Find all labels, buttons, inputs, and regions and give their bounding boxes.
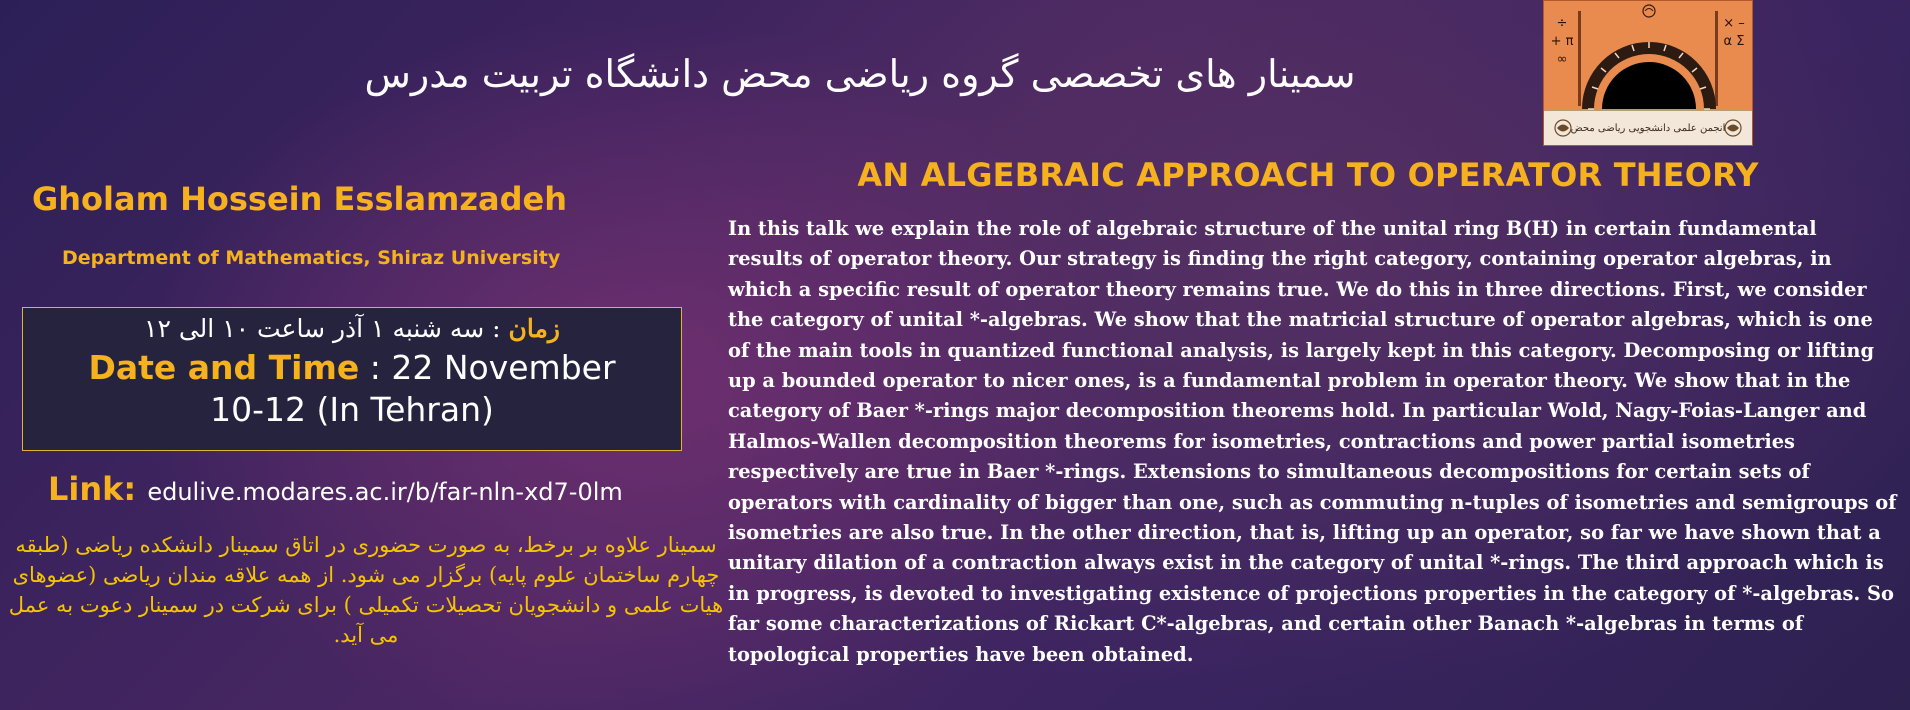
date-time-persian xyxy=(23,314,681,343)
logo-math-symbols-right: × – α Σ xyxy=(1723,16,1745,49)
date-time-english xyxy=(23,347,681,431)
date-time-english-hours: 10-12 (In Tehran) xyxy=(210,390,494,429)
online-session-link[interactable]: edulive.modares.ac.ir/b/far-nln-xd7-0lm xyxy=(147,478,623,506)
link-label: Link: xyxy=(48,470,137,508)
date-time-persian-label: زمان xyxy=(508,314,560,343)
speaker-affiliation: Department of Mathematics, Shiraz University xyxy=(62,247,561,269)
ornament-icon xyxy=(1722,117,1744,139)
attendance-notice: سمینار علاوه بر برخط، به صورت حضوری در اتاق سمینار دانشکده ریاضی (طبقه چهارم ساختمان علوم پایه) برگزار می شود. از همه علاقه مندان ریاضی (عضوهای هیات علمی و دانشجویان تحصیلات تکمیلی ) برای شرکت در سمینار دعوت به عمل می آید. xyxy=(8,533,724,647)
date-time-box xyxy=(22,307,682,451)
seminar-series-title: سمینار های تخصصی گروه ریاضی محض دانشگاه تربیت مدرس xyxy=(364,52,1356,96)
university-logo xyxy=(1543,0,1753,146)
ornament-icon xyxy=(1552,117,1574,139)
speaker-name: Gholam Hossein Esslamzadeh xyxy=(32,180,567,218)
talk-title: AN ALGEBRAIC APPROACH TO OPERATOR THEORY xyxy=(857,156,1759,194)
date-time-english-label: Date and Time xyxy=(88,348,360,387)
link-row xyxy=(48,470,623,508)
talk-abstract: In this talk we explain the role of algebraic structure of the unital ring B(H) in certain fundamental results of operator theory. Our strategy is finding the right category, containing operator algebras, in which a specific result of operator theory remains true. We do this in three directions. First, we consider the category of unital *-algebras. We show that the matricial structure of operator algebras, which is one of the main tools in quantized functional analysis, is largely kept in this category. Decomposing or lifting up a bounded operator to nicer ones, is a fundamental problem in operator theory. We show that in the category of Baer *-rings major decomposition theorems hold. In particular Wold, Nagy-Foias-Langer and Halmos-Wallen decomposition theorems for isometries, contractions and power partial isometries respectively are true in Baer *-rings. Extensions to simultaneous decompositions for certain sets of operators with cardinality of bigger than one, such as commuting n-tuples of isometries and semigroups of isometries are also true. In the other direction, that is, lifting up an operator, so far we have shown that a unitary dilation of a contraction always exist in the category of unital *-rings. The third approach which is in progress, is devoted to investigating existence of projections properties in the category of *-algebras. So far some characterizations of Rickart C*-algebras, and certain other Banach *-algebras in terms of topological properties have been obtained. xyxy=(728,217,1897,666)
logo-banner xyxy=(1544,110,1752,145)
date-time-persian-value: : سه شنبه ۱ آذر ساعت ۱۰ الی ۱۲ xyxy=(144,314,509,343)
logo-banner-text: انجمن علمی دانشجویی ریاضی محض xyxy=(1570,122,1726,134)
date-time-english-value: : 22 November xyxy=(359,348,616,387)
logo-math-symbols-left: ÷ + π ∞ xyxy=(1550,16,1574,67)
